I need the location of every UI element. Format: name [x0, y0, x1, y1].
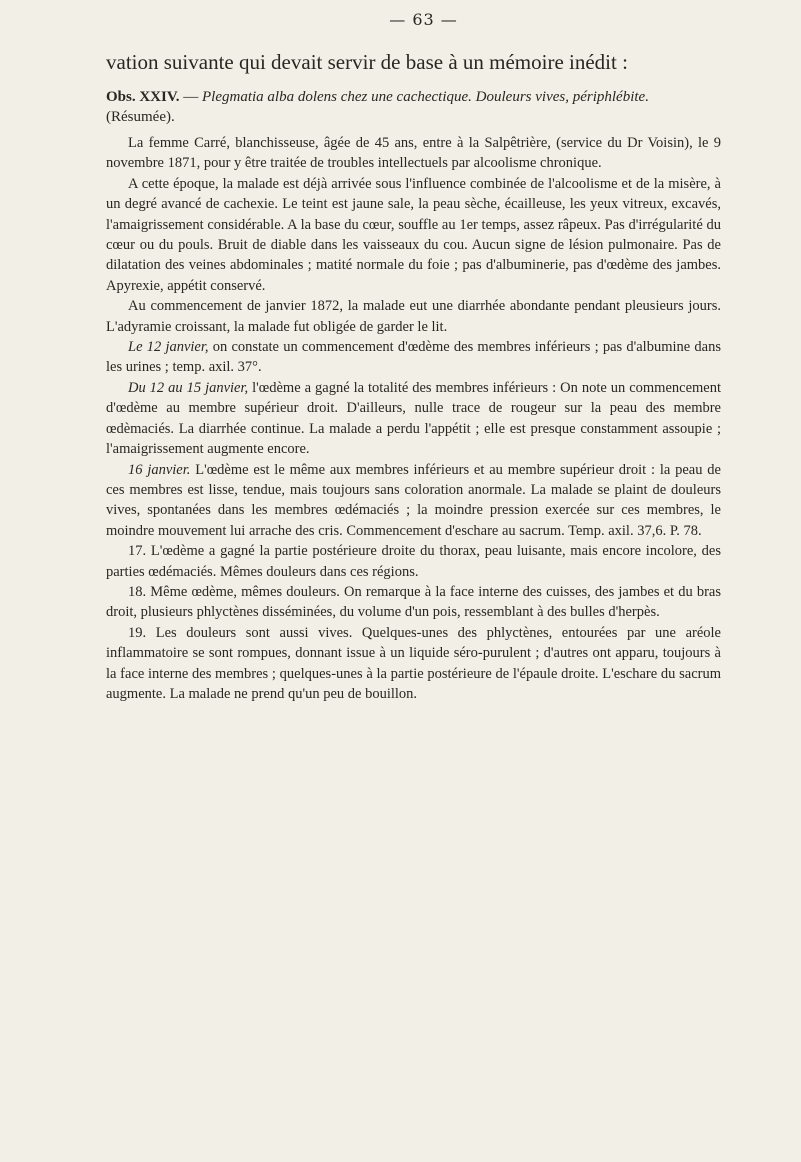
paragraph: La femme Carré, blanchisseuse, âgée de 45 ans, entre à la Salpêtrière, (service du Dr Voisin), le 9 novembre 1871, pour y être traitée de troubles intellectuels par alcoolisme chronique. — [106, 135, 721, 172]
paragraph: 19. Les douleurs sont aussi vives. Quelques-unes des phlyctènes, entourées par une aréole inflammatoire se sont rompues, donnant issue à un liquide séro-purulent ; d'autres ont apparu, toujours à la face interne des membres ; quelques-unes à la partie postérieure de l'épaule droite. L'eschare du sacrum augmente. La malade ne prend qu'un peu de bouillon. — [106, 624, 721, 702]
observation-heading — [106, 87, 721, 127]
paragraph: 17. L'œdème a gagné la partie postérieure droite du thorax, peau luisante, mais encore incolore, des parties œdémaciés. Mêmes douleurs dans ces régions. — [106, 543, 721, 580]
paragraph: Du 12 au 15 janvier, l'œdème a gagné la totalité des membres inférieurs : On note un commencement d'œdème au membre supérieur droit. D'ailleurs, nulle trace de rougeur sur la peau des membre œdèmaciés. La diarrhée continue. La malade a perdu l'appétit ; elle est presque constamment assoupie ; l'amaigrissement augmente encore. — [106, 379, 722, 458]
paragraph: A cette époque, la malade est déjà arrivée sous l'influence combinée de l'alcoolisme et de la misère, à un degré avancé de cachexie. Le teint est jaune sale, la peau sèche, écailleuse, les yeux vitreux, excavés, l'amaigrissement considérable. A la base du cœur, souffle au 1er temps, assez râpeux. Pas d'irrégularité du cœur ou du pouls. Bruit de diable dans les vaisseaux du cou. Aucun signe de lésion pulmonaire. Pas de dilatation des veines abdominales ; matité normale du foie ; pas d'albuminerie, pas d'œdème des jambes. Apyrexie, appétit conservé. — [106, 175, 721, 294]
paragraph: 16 janvier. L'œdème est le même aux membres inférieurs et au membre supérieur droit : la peau de ces membres est lisse, tendue, mais toujours sans coloration anormale. La malade se plaint de douleurs vives, spontanées dans les membres œdémaciés ; la moindre pression exercée sur ces membres, le moindre mouvement lui arrache des cris. Commencement d'eschare au sacrum. Temp. axil. 37,6. P. 78. — [106, 461, 721, 539]
paragraph: Au commencement de janvier 1872, la malade eut une diarrhée abondante pendant pleusieurs jours. L'adyramie croissant, la malade fut obligée de garder le lit. — [106, 298, 721, 335]
observation-suffix: (Résumée). — [106, 109, 175, 125]
page-number: — 63 — — [389, 10, 458, 29]
observation-title: Plegmatia alba dolens chez une cachectique. Douleurs vives, périphlébite. — [202, 89, 649, 105]
observation-label: Obs. XXIV. — [106, 89, 180, 105]
lead-sentence: vation suivante qui devait servir de base à un mémoire inédit : — [106, 50, 628, 74]
observation-dash: — — [183, 89, 199, 105]
paragraph: 18. Même œdème, mêmes douleurs. On remarque à la face interne des cuisses, des jambes et du bras droit, plusieurs phlyctènes disséminées, du volume d'un pois, ressemblant à des bulles d'herpès. — [106, 583, 721, 621]
observation-body — [106, 133, 721, 704]
paragraph: Le 12 janvier, on constate un commencement d'œdème des membres inférieurs ; pas d'albumine dans les urines ; temp. axil. 37°. — [106, 339, 721, 376]
